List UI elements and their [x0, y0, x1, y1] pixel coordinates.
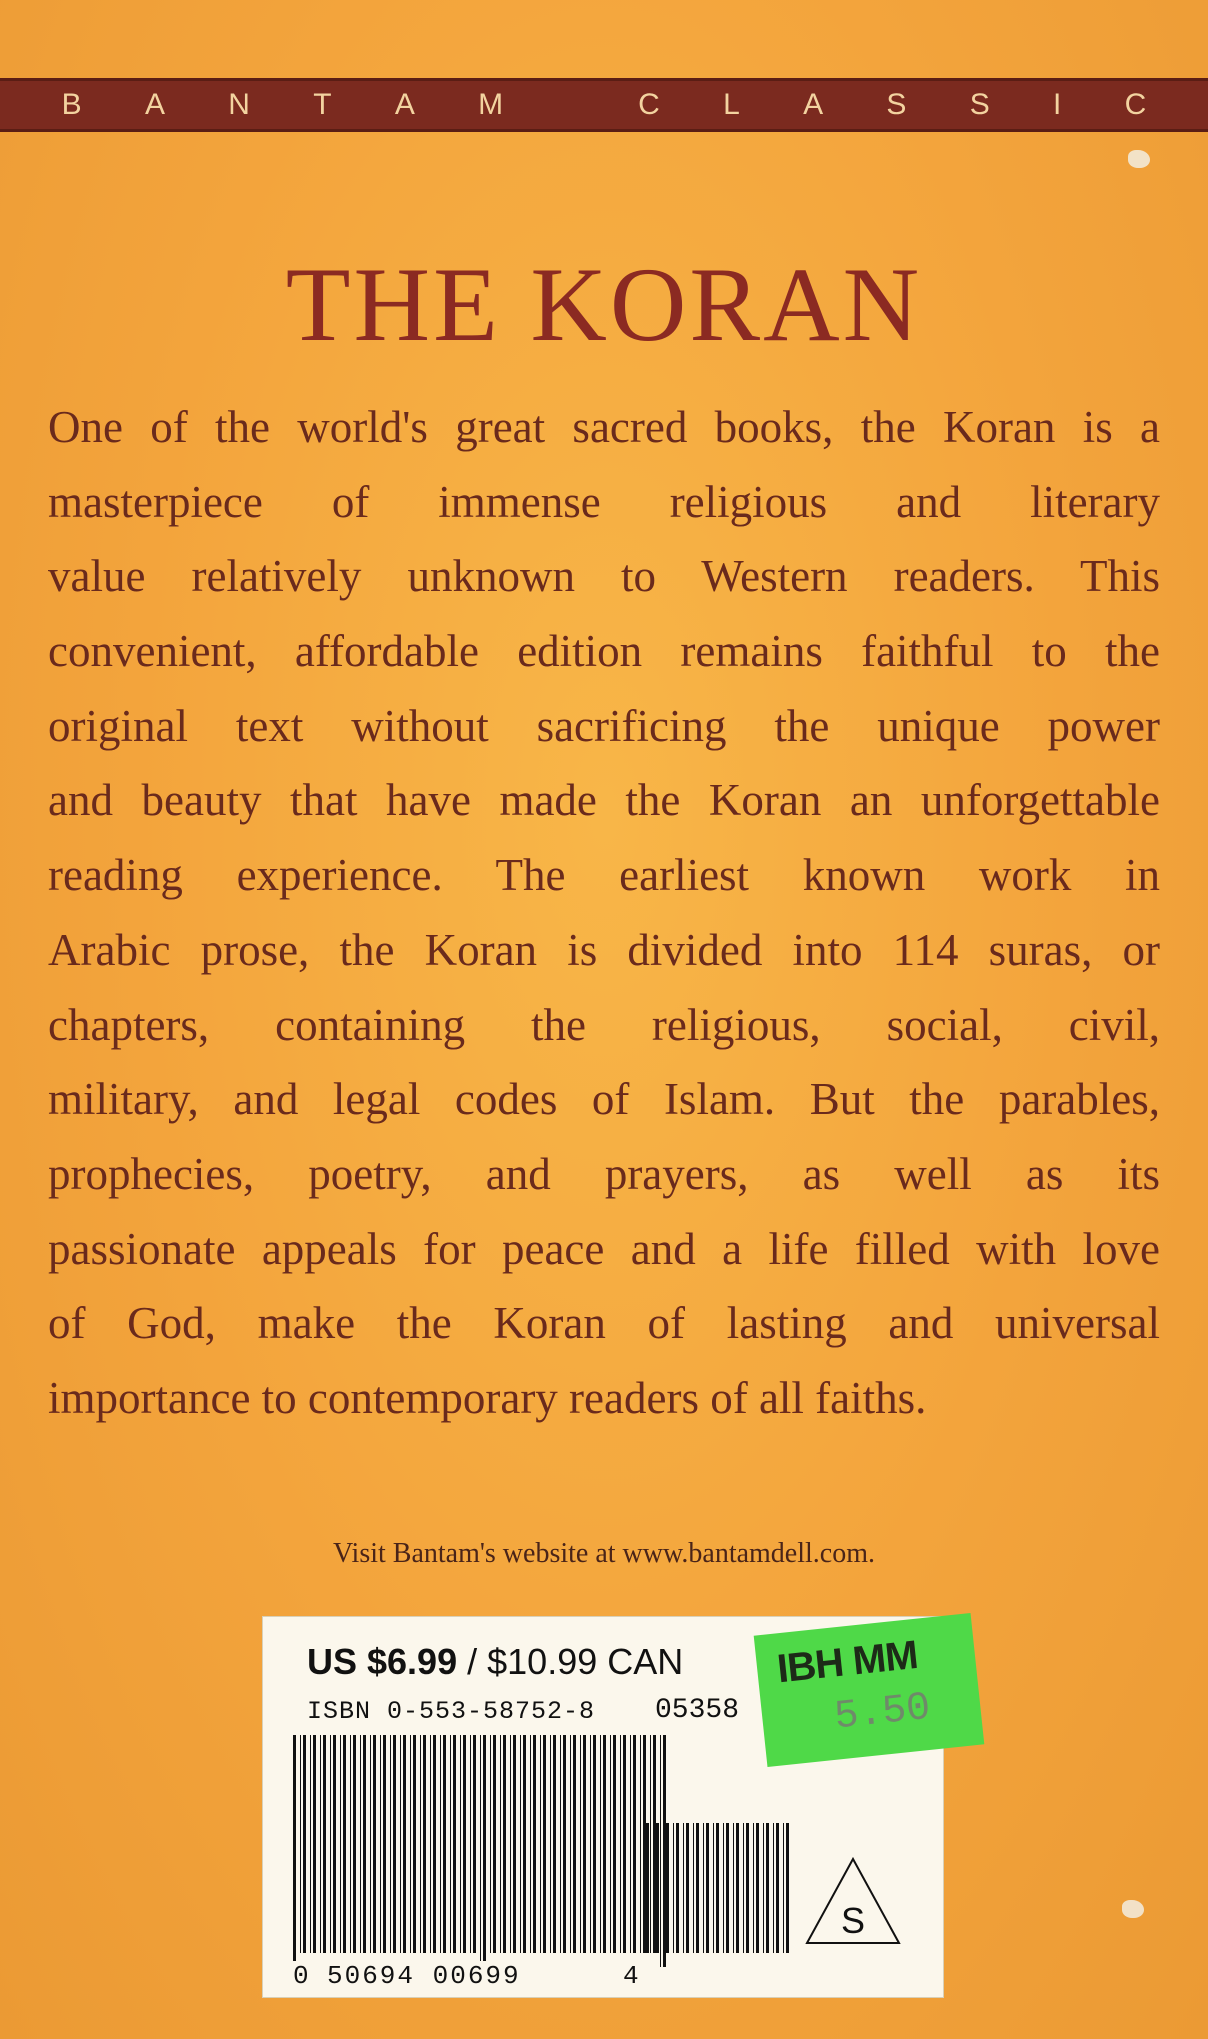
barcode-bar [390, 1735, 391, 1953]
description-line: convenient, affordable edition remains faithful to the [48, 626, 1160, 677]
series-letter [566, 88, 574, 122]
barcode-bar [773, 1823, 774, 1953]
barcode-bar [613, 1735, 616, 1953]
description-line: passionate appeals for peace and a life filled with love [48, 1223, 1160, 1274]
series-letter: A [803, 88, 824, 121]
barcode-bar [443, 1735, 446, 1953]
barcode-bar [543, 1735, 546, 1953]
series-name [0, 88, 1208, 122]
barcode-bar [623, 1735, 626, 1953]
series-letter: S [969, 88, 990, 121]
barcode-bar [786, 1823, 789, 1953]
barcode-bar [656, 1823, 659, 1953]
barcode-bar [430, 1735, 431, 1953]
supplemental-barcode [641, 1823, 791, 1967]
barcode-bar [560, 1735, 561, 1953]
barcode-bar [676, 1823, 679, 1953]
barcode-bar [480, 1735, 481, 1967]
barcode-bar [343, 1735, 346, 1953]
barcode-bar [520, 1735, 521, 1953]
barcode-bar [350, 1735, 351, 1953]
series-letter: C [638, 88, 660, 121]
barcode-bar [653, 1823, 654, 1953]
barcode-bar [646, 1823, 649, 1953]
store-tag-code: IBH MM [775, 1632, 920, 1692]
barcode-tail-digit: 4 [623, 1961, 639, 1991]
barcode-bar [736, 1823, 739, 1953]
barcode-lead-digit: 0 [293, 1961, 309, 1991]
barcode-bar [380, 1735, 381, 1953]
barcode-bar [440, 1735, 441, 1953]
barcode-bar [393, 1735, 396, 1953]
series-band [0, 78, 1208, 132]
series-letter: C [1124, 88, 1147, 121]
barcode-bar [703, 1823, 704, 1953]
barcode-bar [673, 1823, 674, 1953]
barcode-bar [590, 1735, 591, 1953]
barcode-bar [320, 1735, 321, 1953]
description-line: importance to contemporary readers of all faiths. [48, 1372, 927, 1423]
barcode-bar [603, 1735, 606, 1953]
series-letter: M [478, 88, 504, 121]
barcode-bar [763, 1823, 764, 1953]
barcode-bar [716, 1823, 719, 1953]
barcode-bar [340, 1735, 341, 1953]
barcode-bar [453, 1735, 456, 1953]
barcode-bar [500, 1735, 501, 1953]
barcode-bar [553, 1735, 556, 1953]
series-letter: N [228, 88, 250, 121]
barcode-bar [756, 1823, 759, 1953]
barcode-bar [693, 1823, 694, 1953]
barcode-bar [723, 1823, 724, 1953]
description-line: original text without sacrificing the unique power [48, 700, 1160, 751]
barcode-bar [363, 1735, 366, 1953]
barcode-bar [683, 1823, 684, 1953]
barcode-bar [620, 1735, 621, 1953]
description-line: Arabic prose, the Koran is divided into 114 suras, or [48, 924, 1160, 975]
triangle-icon [803, 1855, 903, 1947]
series-letter: A [144, 88, 165, 121]
barcode-bar [473, 1735, 476, 1953]
barcode-bar [783, 1823, 784, 1953]
barcode-bar [470, 1735, 471, 1953]
barcode-bar [550, 1735, 551, 1953]
book-title: THE KORAN [285, 246, 923, 363]
website-line: Visit Bantam's website at www.bantamdell.com. [333, 1538, 875, 1569]
barcode-bar [400, 1735, 401, 1953]
barcode-bar [540, 1735, 541, 1953]
barcode-bar [753, 1823, 754, 1953]
series-letter: L [723, 88, 740, 121]
barcode-bar [733, 1823, 734, 1953]
can-price: / $10.99 CAN [467, 1641, 684, 1682]
barcode-bar [493, 1735, 496, 1953]
description-text [48, 390, 1160, 1436]
barcode-bar [330, 1735, 331, 1953]
barcode-bar [403, 1735, 406, 1953]
series-letter: T [313, 88, 332, 121]
barcode-bar [726, 1823, 729, 1953]
barcode-bar [583, 1735, 586, 1953]
barcode-digits: 50694 00699 [327, 1961, 521, 1991]
barcode-bar [293, 1735, 296, 1967]
barcode-bar [370, 1735, 371, 1953]
isbn: ISBN 0-553-58752-8 [307, 1697, 596, 1726]
triangle-letter: S [840, 1900, 866, 1941]
series-letter: S [886, 88, 907, 121]
barcode-bar [450, 1735, 451, 1953]
barcode-bar [580, 1735, 581, 1953]
barcode-bar [706, 1823, 709, 1953]
barcode-bar [610, 1735, 611, 1953]
barcode-bar [593, 1735, 596, 1953]
barcode-bar [570, 1735, 571, 1953]
series-letter: I [1053, 88, 1062, 121]
barcode-bar [643, 1823, 644, 1953]
barcode-bar [383, 1735, 386, 1953]
barcode-bar [746, 1823, 749, 1953]
barcode-bar [360, 1735, 361, 1953]
barcode-bar [420, 1735, 421, 1953]
barcode-bar [573, 1735, 576, 1953]
barcode-bar [413, 1735, 416, 1953]
barcode-bar [323, 1735, 326, 1953]
barcode-bar [310, 1735, 311, 1953]
barcode-bar [696, 1823, 699, 1953]
barcode-bar [600, 1735, 601, 1953]
series-letter: A [394, 88, 415, 121]
barcode-bar [510, 1735, 511, 1953]
description-line: One of the world's great sacred books, the Koran is a [48, 402, 1160, 452]
barcode-bar [333, 1735, 336, 1953]
barcode-bar [513, 1735, 516, 1953]
barcode-bar [460, 1735, 461, 1953]
barcode-bar [630, 1735, 631, 1953]
barcode-bar [303, 1735, 306, 1953]
barcode-bar [743, 1823, 744, 1953]
barcode-bar [523, 1735, 526, 1953]
barcode-bar [663, 1823, 664, 1953]
barcode-bar [713, 1823, 714, 1953]
barcode-bar [433, 1735, 436, 1953]
series-letter: B [61, 88, 82, 121]
barcode-bar [300, 1735, 301, 1953]
barcode-bar [686, 1823, 689, 1953]
store-price-tag [754, 1613, 985, 1767]
barcode-bar [490, 1735, 491, 1953]
barcode-bar [503, 1735, 506, 1953]
barcode-bar [423, 1735, 426, 1953]
barcode-bar [530, 1735, 531, 1953]
barcode-bar [483, 1735, 486, 1967]
barcode-bar [373, 1735, 376, 1953]
description-line: masterpiece of immense religious and literary [48, 476, 1160, 527]
description-line: prophecies, poetry, and prayers, as well as its [48, 1148, 1160, 1199]
store-tag-price: 5.50 [832, 1685, 933, 1741]
sub-barcode-number: 05358 [655, 1695, 740, 1726]
barcode-bar [533, 1735, 536, 1953]
wear-spot [1122, 1900, 1144, 1918]
wear-spot [1128, 150, 1150, 168]
barcode [291, 1735, 671, 1967]
description-line: and beauty that have made the Koran an unforgettable [48, 775, 1160, 826]
barcode-bar [463, 1735, 466, 1953]
barcode-bar [353, 1735, 356, 1953]
description-line: value relatively unknown to Western readers. This [48, 551, 1160, 602]
barcode-bar [766, 1823, 769, 1953]
barcode-bar [666, 1823, 669, 1953]
description-line: chapters, containing the religious, social, civil, [48, 999, 1160, 1050]
price-line [307, 1641, 683, 1683]
barcode-bar [563, 1735, 566, 1953]
us-price: US $6.99 [307, 1641, 458, 1682]
barcode-bar [313, 1735, 316, 1953]
description-line: reading experience. The earliest known work in [48, 850, 1160, 901]
barcode-bar [776, 1823, 779, 1953]
description-line: military, and legal codes of Islam. But the parables, [48, 1074, 1160, 1125]
barcode-bar [633, 1735, 636, 1953]
description-line: of God, make the Koran of lasting and universal [48, 1298, 1160, 1349]
barcode-bar [410, 1735, 411, 1953]
